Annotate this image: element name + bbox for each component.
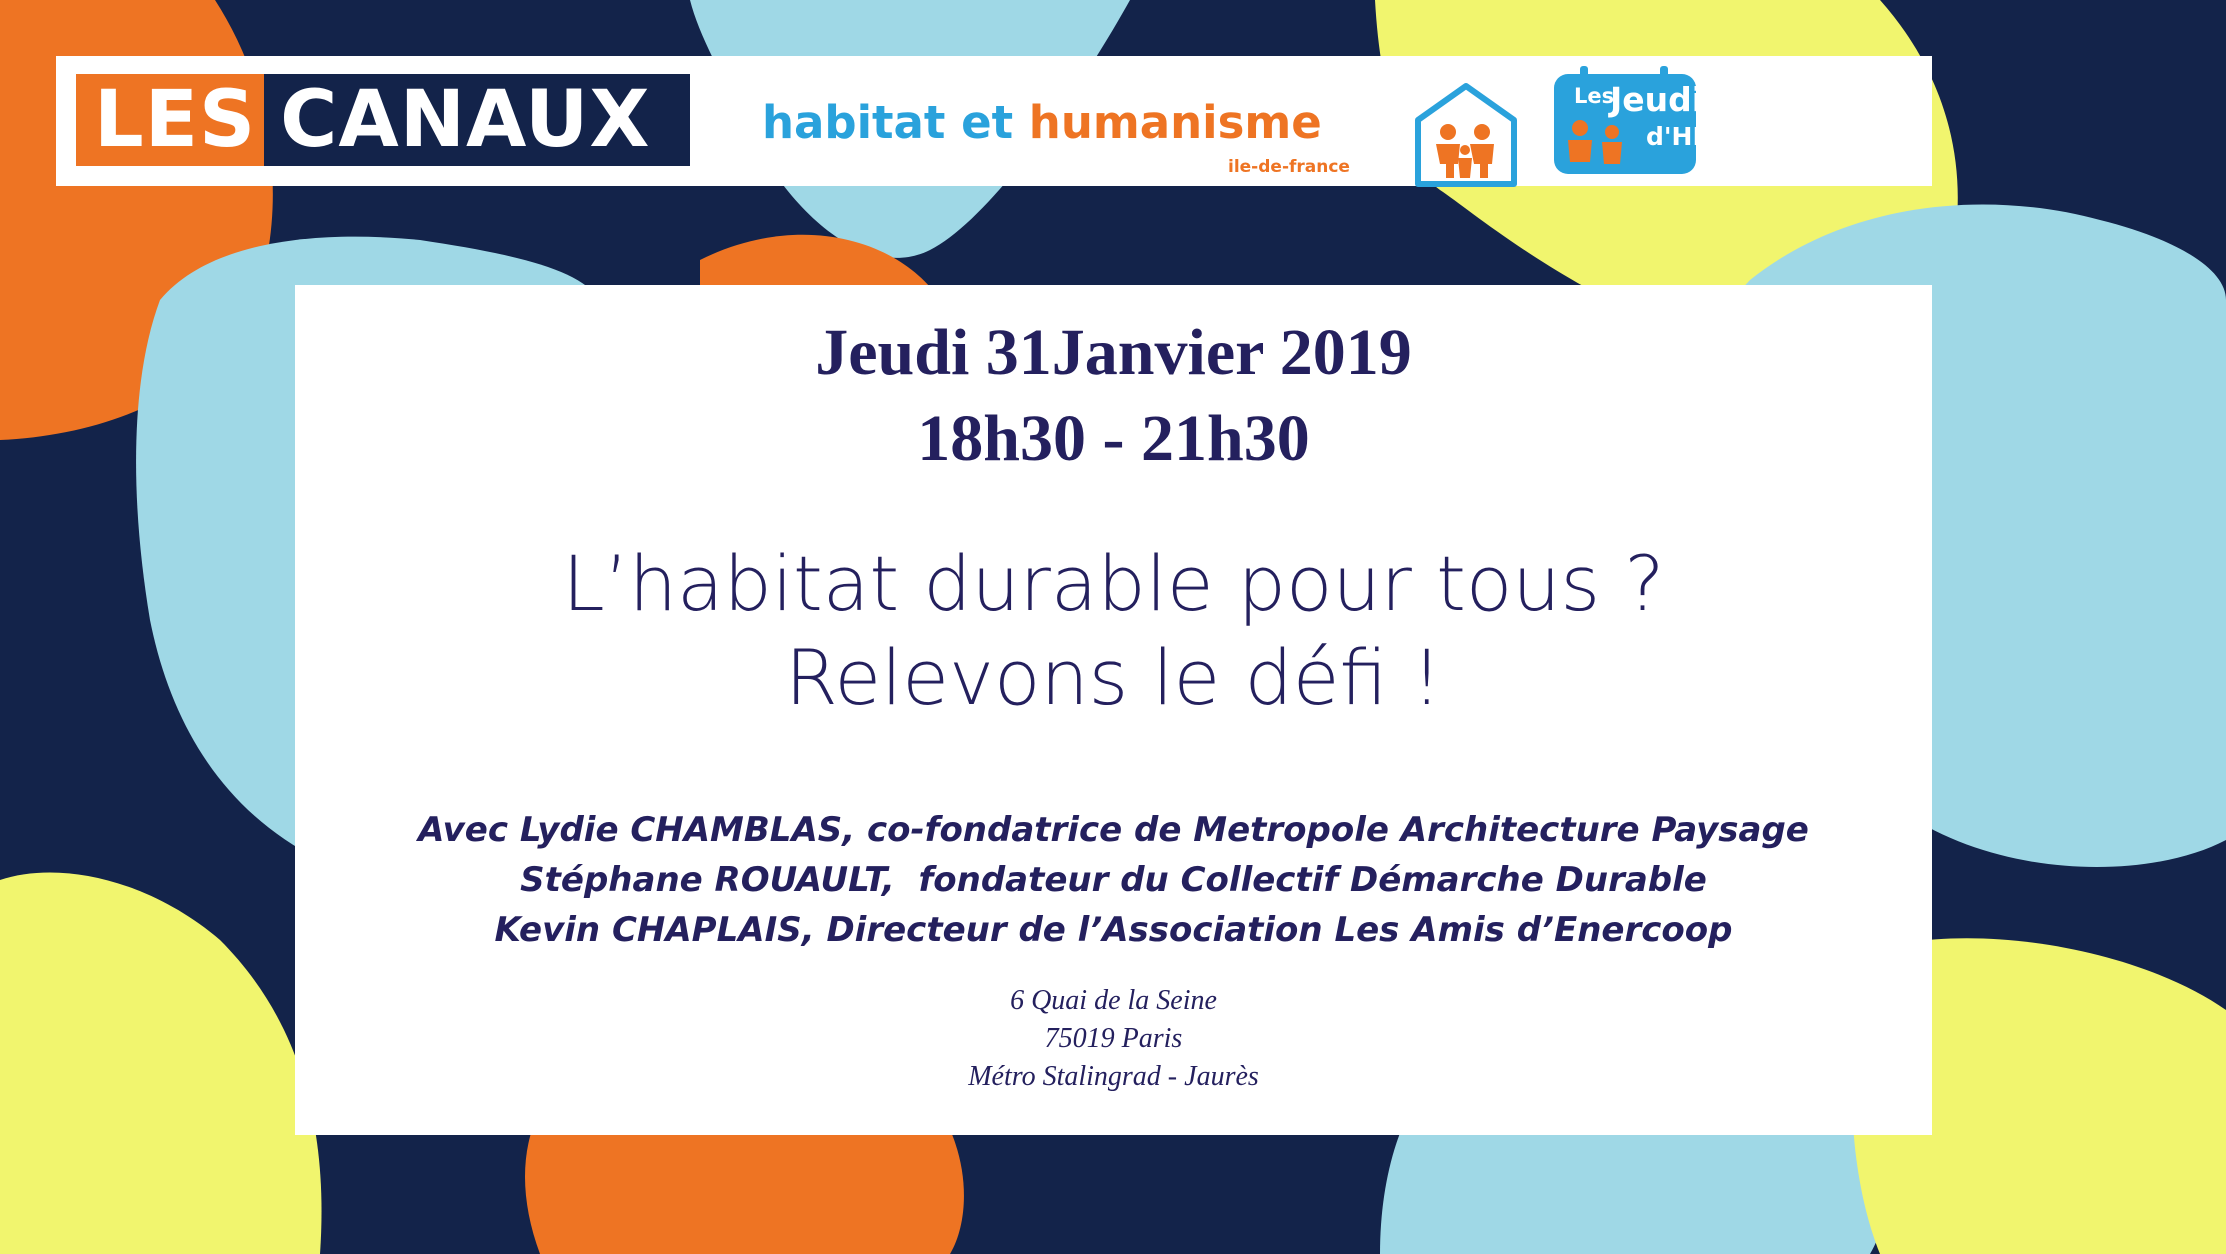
hh-region-label: ile-de-france: [1228, 157, 1350, 177]
les-canaux-logo: [76, 74, 690, 166]
house-family-icon: [1410, 80, 1522, 190]
event-address: [295, 982, 1932, 1096]
les-jeudis-dhh-logo: [1550, 66, 1723, 178]
speaker-line: Stéphane ROUAULT, fondateur du Collectif Démarche Durable: [520, 860, 1707, 900]
address-line: 75019 Paris: [1044, 1023, 1183, 1054]
event-date: Jeudi 31Janvier 2019: [815, 316, 1412, 389]
speaker-line: Kevin CHAPLAIS, Directeur de l’Association Les Amis d’Enercoop: [494, 910, 1733, 950]
habitat-humanisme-wordmark: [762, 96, 1322, 149]
address-line: Métro Stalingrad - Jaurès: [968, 1061, 1259, 1092]
address-line: 6 Quai de la Seine: [1010, 985, 1217, 1016]
hh-wordmark-part2: humanisme: [1028, 96, 1322, 149]
habitat-humanisme-logo: [762, 74, 1522, 184]
les-canaux-logo-les: LES: [76, 74, 264, 166]
event-title: [295, 537, 1932, 725]
hh-wordmark-part1: habitat et: [762, 96, 1029, 149]
event-title-line: Relevons le défi !: [785, 633, 1442, 722]
speaker-line: Avec Lydie CHAMBLAS, co-fondatrice de Metropole Architecture Paysage: [418, 810, 1809, 850]
speakers-list: [295, 805, 1932, 955]
event-title-line: L’habitat durable pour tous ?: [562, 539, 1665, 628]
les-canaux-logo-canaux: CANAUX: [280, 75, 651, 165]
jeudis-logo-dhh: d'HH: [1646, 122, 1714, 151]
logo-header: [56, 56, 1932, 186]
jeudis-logo-les: Les: [1574, 84, 1615, 108]
jeudis-logo-jeudis: Jeudis: [1610, 80, 1723, 119]
event-card: [295, 285, 1932, 1135]
event-time: 18h30 - 21h30: [917, 402, 1310, 475]
